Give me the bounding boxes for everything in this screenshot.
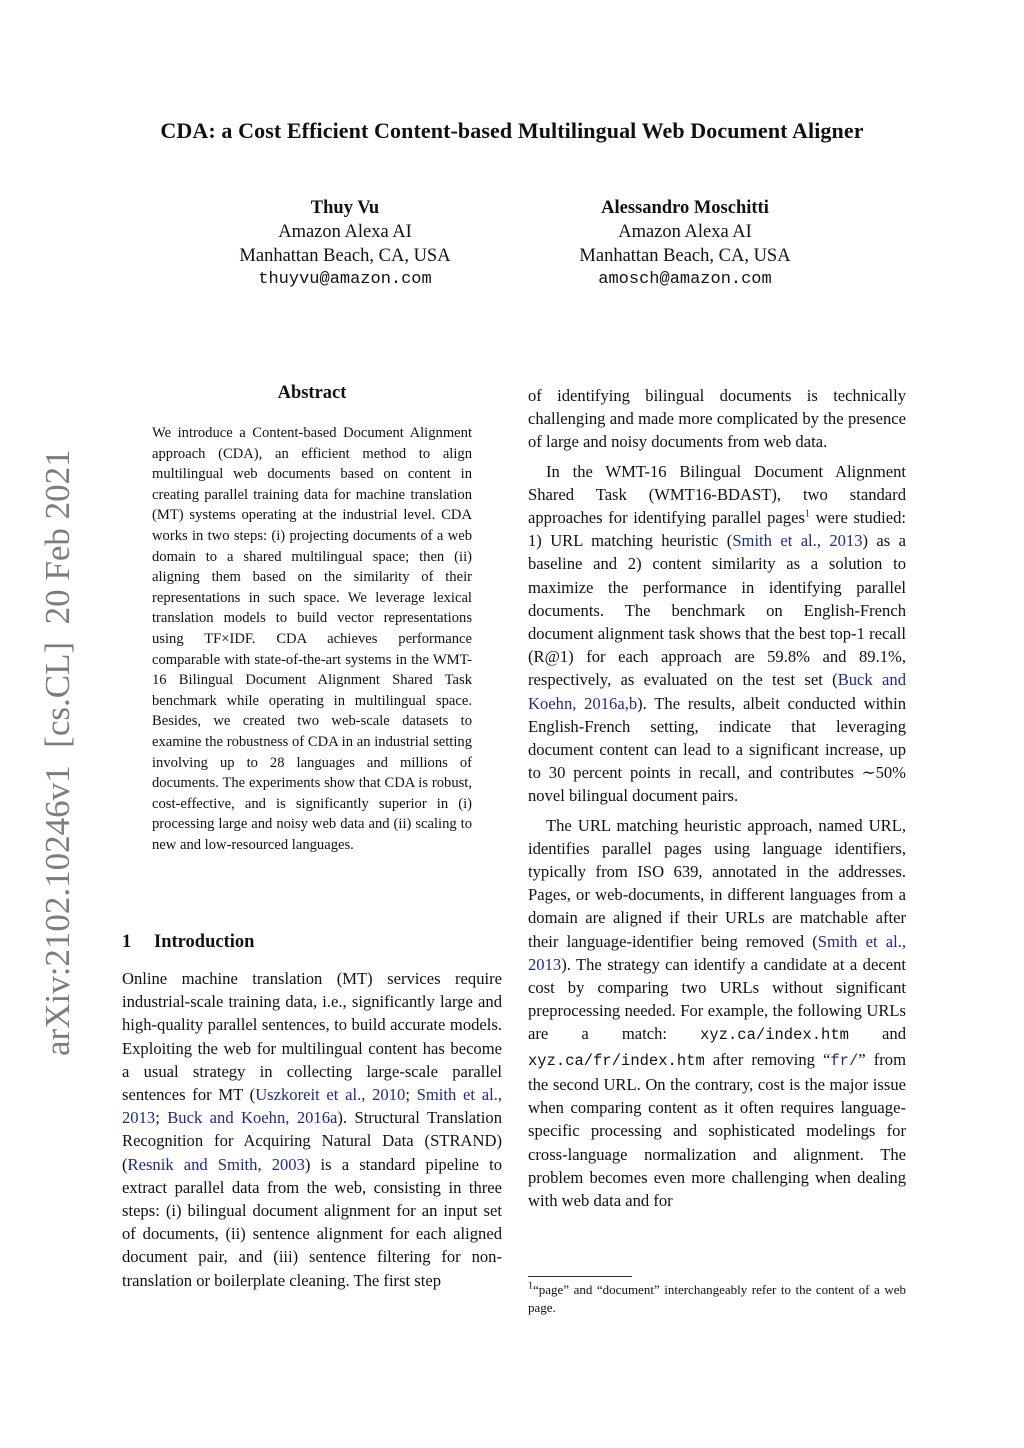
author-1 xyxy=(195,196,495,292)
url-example-1: xyz.ca/index.htm xyxy=(700,1026,849,1045)
citation-smith-2013[interactable]: Smith et al., 2013 xyxy=(122,1085,502,1128)
author-email[interactable]: amosch@amazon.com xyxy=(598,270,772,289)
author-name: Thuy Vu xyxy=(310,198,380,218)
footnote-1 xyxy=(528,1281,906,1317)
url-language-identifier: fr/ xyxy=(830,1051,859,1070)
citation-resnik-smith-2003[interactable]: Resnik and Smith, 2003 xyxy=(127,1154,305,1174)
citation-buck-koehn-2016a[interactable]: Buck and Koehn, 2016a xyxy=(167,1108,338,1128)
citation-smith-2013[interactable]: Smith et al., 2013 xyxy=(732,531,863,551)
intro-paragraph-3: The URL matching heuristic approach, named URL, identifies parallel pages using language identifiers, typically from ISO 639, annotated in the addresses. Pages, or web-documents, in different languages from a domain are aligned if their URLs are matchable after their language-identifier being removed (Smith et al., 2013). The strategy can identify a candidate at a decent cost by comparing two URLs without significant preprocessing needed. For example, the following URLs are a match: xyz.ca/index.htm and xyz.ca/fr/index.htm after removing “fr/” from the second URL. On the contrary, cost is the major issue when comparing content as it often requires language-specific processing and sophisticated modelings for cross-language normalization and alignment. The problem becomes even more challenging when dealing with web data and for xyxy=(528,815,906,1210)
author-2 xyxy=(535,196,835,292)
abstract-heading: Abstract xyxy=(277,383,347,403)
section-heading-introduction xyxy=(122,932,502,953)
author-location: Manhattan Beach, CA, USA xyxy=(239,246,451,266)
author-affiliation: Amazon Alexa AI xyxy=(278,222,412,242)
url-example-2: xyz.ca/fr/index.htm xyxy=(528,1051,705,1070)
section-title: Introduction xyxy=(154,932,255,952)
footnote-divider xyxy=(528,1276,632,1277)
section-number: 1 xyxy=(122,932,132,952)
author-affiliation: Amazon Alexa AI xyxy=(618,222,752,242)
footnote-number: 1 xyxy=(528,1280,533,1292)
intro-paragraph-2: In the WMT-16 Bilingual Document Alignment Shared Task (WMT16-BDAST), two standard approaches for identifying parallel pages$^1$ were studied: 1) URL matching heuristic (Smith et al., 2013) as a baseline and 2) content similarity as a solution to maximize the performance in identifying parallel documents. The benchmark on English-French document alignment task shows that the best top-1 recall (R@1) for each approach are 59.8% and 89.1%, respectively, as evaluated on the test set (Buck and Koehn, 2016a,b). The results, albeit conducted within English-French setting, indicate that leveraging document content can lead to a significant increase, up to 30 percent points in recall, and contributes ∼50% novel bilingual document pairs. xyxy=(528,461,906,806)
citation-buck-koehn-2016ab[interactable]: Buck and Koehn, 2016a,b xyxy=(528,670,906,713)
author-name: Alessandro Moschitti xyxy=(601,198,769,218)
footnote-marker[interactable]: 1 xyxy=(804,508,810,520)
footnote-text: “page” and “document” interchangeably refer to the content of a web page. xyxy=(528,1282,906,1315)
author-email[interactable]: thuyvu@amazon.com xyxy=(258,270,432,289)
citation-uszkoreit-2010[interactable]: Uszkoreit et al., 2010 xyxy=(255,1085,406,1105)
intro-paragraph-1: Online machine translation (MT) services require industrial-scale training data, i.e., significantly large and high-quality parallel sentences, to build accurate models. Exploiting the web for multilingual content has become a usual strategy in collecting large-scale parallel sentences for MT (Uszkoreit et al., 2010; Smith et al., 2013; Buck and Koehn, 2016a). Structural Translation Recognition for Acquiring Natural Data (STRAND) (Resnik and Smith, 2003) is a standard pipeline to extract parallel data from the web, consisting in three steps: (i) bilingual document alignment for an input set of documents, (ii) sentence alignment for each aligned document pair, and (iii) sentence filtering for non-translation or boilerplate cleaning. The first step xyxy=(122,969,502,1290)
right-column xyxy=(528,384,906,1212)
intro-paragraph-1-continued: of identifying bilingual documents is technically challenging and made more complicated by the presence of large and noisy documents from web data. xyxy=(528,386,906,452)
arxiv-identifier: arXiv:2102.10246v1 [cs.CL] 20 Feb 2021 xyxy=(38,449,77,1056)
author-location: Manhattan Beach, CA, USA xyxy=(579,246,791,266)
citation-smith-2013[interactable]: Smith et al., 2013 xyxy=(528,931,906,974)
paper-title: CDA: a Cost Efficient Content-based Multilingual Web Document Aligner xyxy=(160,118,864,143)
abstract-text: We introduce a Content-based Document Alignment approach (CDA), an efficient method to align multilingual web documents based on content in creating parallel training data for machine translation (MT) systems operating at the industrial level. CDA works in two steps: (i) projecting documents of a web domain to a shared multilingual space; then (ii) aligning them based on the similarity of their representations in such space. We leverage lexical translation models to build vector representations using TF×IDF. CDA achieves performance comparable with state-of-the-art systems in the WMT-16 Bilingual Document Alignment Shared Task benchmark while operating in multilingual space. Besides, we created two web-scale datasets to examine the robustness of CDA in an industrial setting involving up to 28 languages and millions of documents. The experiments show that CDA is robust, cost-effective, and is significantly superior in (i) processing large and noisy web data and (ii) scaling to new and low-resourced languages. xyxy=(152,425,472,853)
